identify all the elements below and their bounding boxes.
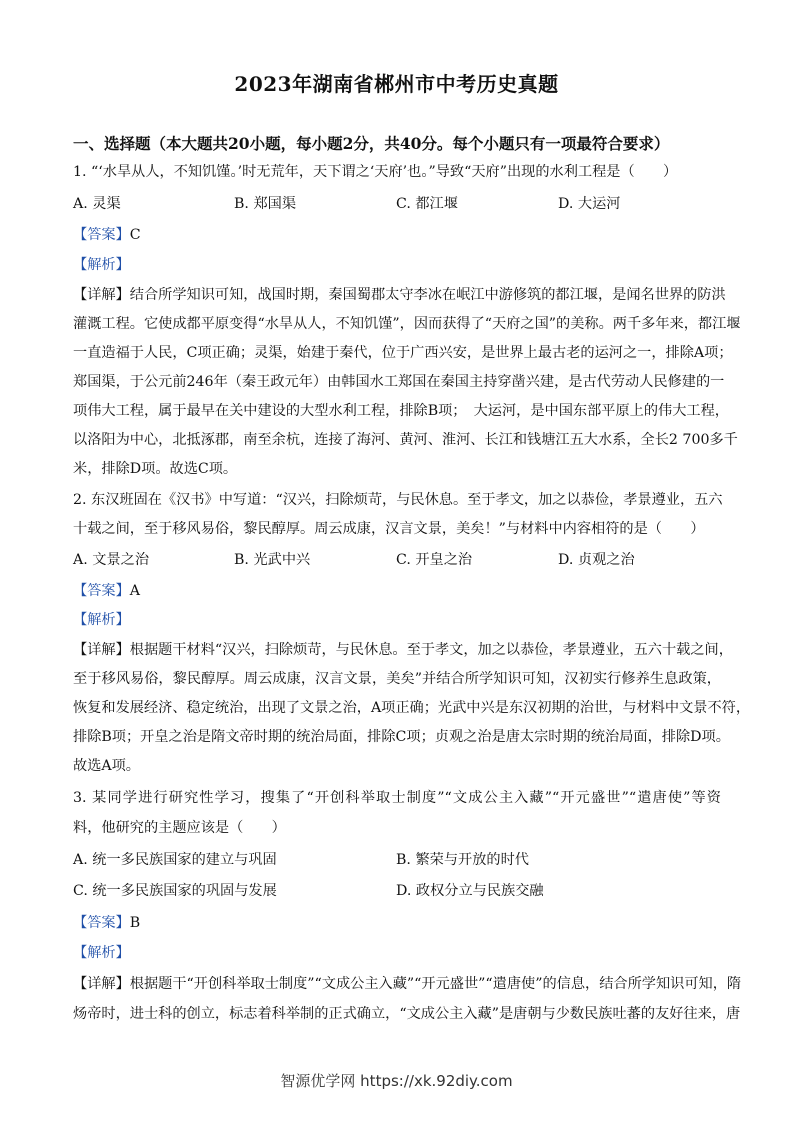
footer-watermark[interactable]: 智源优学网 https://xk.92diy.com [280, 1072, 513, 1090]
q3-detail-line: 【详解】根据题干“开创科举取士制度”“文成公主入藏”“开元盛世”“遣唐使”的信息，结合所学知识可知，隋 [73, 976, 742, 992]
q2-answer: 【答案】A [73, 583, 141, 599]
q3-option-d: D. 政权分立与民族交融 [396, 883, 544, 899]
q1-detail-line: 郑国渠，于公元前246年（秦王政元年）由韩国水工郑国在秦国主持穿凿兴建，是古代劳动人民修建的一 [73, 374, 725, 390]
q3-answer: 【答案】B [73, 915, 141, 931]
q1-detail-line: 【详解】结合所学知识可知，战国时期，秦国蜀郡太守李冰在岷江中游修筑的都江堰，是闻名世界的防洪 [73, 287, 726, 303]
q1-detail-line: 灌溉工程。它使成都平原变得“水旱从人，不知饥馑”，因而获得了“天府之国”的美称。两千多年来，都江堰 [73, 316, 741, 332]
answer-label: 【答案】 [73, 227, 130, 243]
q1-option-a: A. 灵渠 [73, 196, 121, 212]
q3-option-c: C. 统一多民族国家的巩固与发展 [73, 883, 277, 899]
q2-detail-line: 故选A项。 [73, 758, 140, 774]
q2-stem-line: 十载之间，至于移风易俗，黎民醇厚。周云成康，汉言文景，美矣！”与材料中内容相符的是（ ） [73, 521, 705, 537]
q2-option-c: C. 开皇之治 [396, 552, 473, 568]
q3-stem-line: 3. 某同学进行研究性学习，搜集了“开创科举取士制度”“文成公主入藏”“开元盛世”“遣唐使”等资 [73, 790, 721, 806]
q2-detail-line: 至于移风易俗，黎民醇厚。周云成康，汉言文景，美矣”并结合所学知识可知，汉初实行修养生息政策， [73, 671, 721, 687]
q2-detail-line: 排除B项；开皇之治是隋文帝时期的统治局面，排除C项；贞观之治是唐太宗时期的统治局面，排除D项。 [73, 729, 730, 745]
q2-option-b: B. 光武中兴 [234, 552, 311, 568]
q2-answer-value: A [129, 583, 141, 599]
q1-stem: 1. “‘水旱从人，不知饥馑。’时无荒年，天下谓之‘天府’也。”导致“天府”出现的水利工程是（ ） [73, 164, 678, 180]
q2-detail-line: 恢复和发展经济、稳定统治，出现了文景之治，A项正确；光武中兴是东汉初期的治世，与材料中文景不符， [73, 700, 751, 716]
q3-option-a: A. 统一多民族国家的建立与巩固 [73, 852, 277, 868]
section-heading: 一、选择题（本大题共20小题，每小题2分，共40分。每个小题只有一项最符合要求） [73, 134, 670, 153]
q1-option-b: B. 郑国渠 [234, 196, 297, 212]
q1-detail-line: 一直造福于人民，C项正确；灵渠，始建于秦代，位于广西兴安，是世界上最古老的运河之一，排除A项； [73, 345, 733, 361]
q1-option-d: D. 大运河 [558, 196, 621, 212]
q1-detail-line: 米，排除D项。故选C项。 [73, 461, 238, 477]
q2-analysis-label: 【解析】 [73, 612, 130, 628]
q1-detail-line: 以洛阳为中心，北抵涿郡，南至余杭，连接了海河、黄河、淮河、长江和钱塘江五大水系，全长2 700多千 [73, 432, 738, 448]
q1-answer [73, 225, 141, 245]
q3-analysis-label: 【解析】 [73, 945, 130, 961]
q2-stem-line: 2. 东汉班固在《汉书》中写道：“汉兴，扫除烦苛，与民休息。至于孝文，加之以恭俭，孝景遵业，五六 [73, 492, 723, 508]
q1-answer-value: C [129, 227, 141, 243]
q1-analysis-label: 【解析】 [73, 257, 130, 273]
q1-detail-line: 项伟大工程，属于最早在关中建设的大型水利工程，排除B项； 大运河，是中国东部平原上的伟大工程， [73, 403, 729, 419]
q3-detail-line: 炀帝时，进士科的创立，标志着科举制的正式确立，“文成公主入藏”是唐朝与少数民族吐蕃的友好往来，唐 [73, 1006, 741, 1022]
q3-option-b: B. 繁荣与开放的时代 [396, 852, 529, 868]
q1-option-c: C. 都江堰 [396, 196, 458, 212]
q3-stem-line: 料，他研究的主题应该是（ ） [73, 820, 286, 836]
page-title: 2023年湖南省郴州市中考历史真题 [234, 72, 559, 96]
q2-option-d: D. 贞观之治 [558, 552, 635, 568]
q3-answer-value: B [129, 915, 141, 931]
q2-option-a: A. 文景之治 [73, 552, 150, 568]
q2-detail-line: 【详解】根据题干材料“汉兴，扫除烦苛，与民休息。至于孝文，加之以恭俭，孝景遵业，五六十载之间， [73, 642, 733, 658]
